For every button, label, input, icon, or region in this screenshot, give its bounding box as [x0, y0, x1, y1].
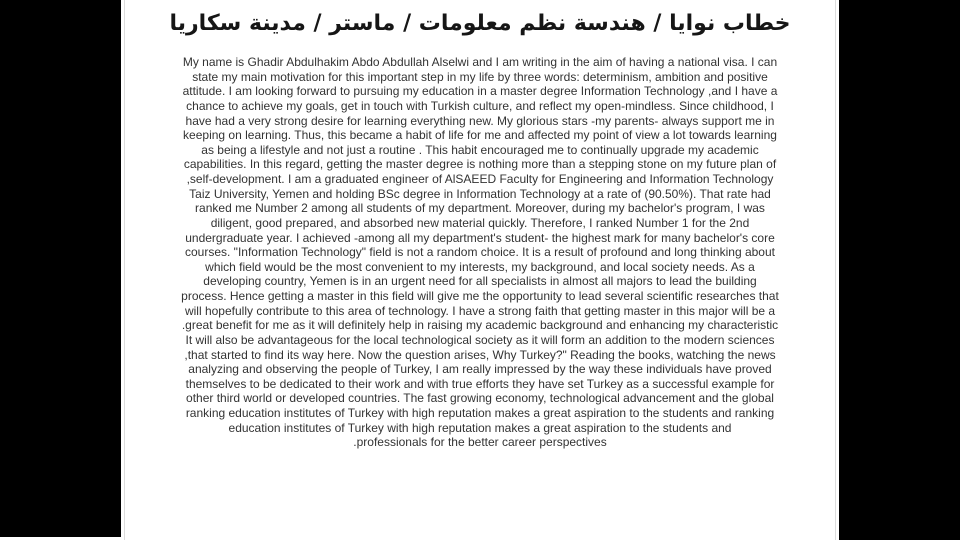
body-text-line: .great benefit for me as it will definitely help in raising my academic background and enhancing my characteristic: [181, 318, 779, 333]
body-text-line: have had a very strong desire for learning everything new. My glorious stars -my parents- always support me in: [185, 113, 775, 128]
body-text-line: will hopefully contribute to this area of technology. I have a strong faith that getting master in this major will be a: [184, 303, 776, 318]
body-text-line: undergraduate year. I achieved -among all my department's student- the highest mark for many bachelor's core: [185, 230, 775, 245]
body-text-line: .professionals for the better career perspectives: [353, 435, 607, 450]
body-text-line: ranking education institutes of Turkey with high reputation makes a great aspiration to the students and ranking: [185, 406, 775, 420]
body-text-line: process. Hence getting a master in this field will give me the opportunity to lead several scientific researches that: [181, 289, 779, 303]
body-text-line: as being a lifestyle and not just a routine . This habit encouraged me to continually upgrade my academic: [201, 142, 759, 157]
body-text-line: education institutes of Turkey with high reputation makes a great aspiration to the students and: [228, 420, 732, 435]
document-body: [149, 55, 811, 450]
document-page: [121, 0, 839, 540]
body-text-line: ,self-development. I am a graduated engineer of AlSAEED Faculty for Engineering and Information Technology: [186, 172, 774, 186]
body-text-line: state my main motivation for this important step in my life by three words: determinism, ambition and positive: [192, 69, 768, 84]
body-text-line: attitude. I am looking forward to pursuing my education in a master degree Information Technology ,and I have a: [182, 84, 778, 99]
body-text-line: keeping on learning. Thus, this became a habit of life for me and affected my point of view a lot towards learning: [183, 128, 777, 143]
body-text-line: other third world or developed countries. The fast growing economy, technological advancement and the global: [186, 391, 774, 406]
body-text-line: analyzing and observing the people of Turkey, I am really impressed by the way these individuals have proved: [188, 362, 772, 377]
body-text-line: developing country, Yemen is in an urgent need for all specialists in almost all majors to lead the building: [203, 274, 757, 289]
black-bar-left: [0, 0, 121, 540]
body-text-line: capabilities. In this regard, getting the master degree is nothing more than a stepping stone on my future plan of: [183, 157, 777, 172]
body-text-line: themselves to be dedicated to their work and with true efforts they have set Turkey as a successful example for: [185, 376, 775, 391]
document-title-arabic: خطاب نوايا / هندسة نظم معلومات / ماستر / مدينة سكاريا: [169, 11, 791, 36]
body-text-line: ,that started to find its way here. Now the question arises, Why Turkey?" Reading the books, watching the news: [184, 347, 776, 362]
body-text-line: My name is Ghadir Abdulhakim Abdo Abdullah Alselwi and I am writing in the aim of having a national visa. I can: [182, 55, 778, 69]
body-text-line: It will also be advantageous for the local technological society as it will form an addition to the modern sciences: [185, 332, 775, 347]
body-text-line: Taiz University, Yemen and holding BSc degree in Information Technology at a rate of (90.50%). That rate had: [189, 186, 771, 201]
black-bar-right: [839, 0, 960, 540]
body-text-line: chance to achieve my goals, get in touch with Turkish culture, and reflect my open-mindless. Since childhood, I: [186, 98, 774, 113]
body-text-line: diligent, good prepared, and absorbed new material quickly. Therefore, I ranked Number 1 for the 2nd: [210, 215, 750, 230]
body-text-line: ranked me Number 2 among all students of my department. Moreover, during my bachelor's program, I was: [195, 201, 765, 216]
body-text-line: courses. "Information Technology" field is not a random choice. It is a result of profound and long thinking about: [185, 245, 775, 260]
body-text-line: which field would be the most convenient to my interests, my background, and local society needs. As a: [205, 259, 755, 274]
